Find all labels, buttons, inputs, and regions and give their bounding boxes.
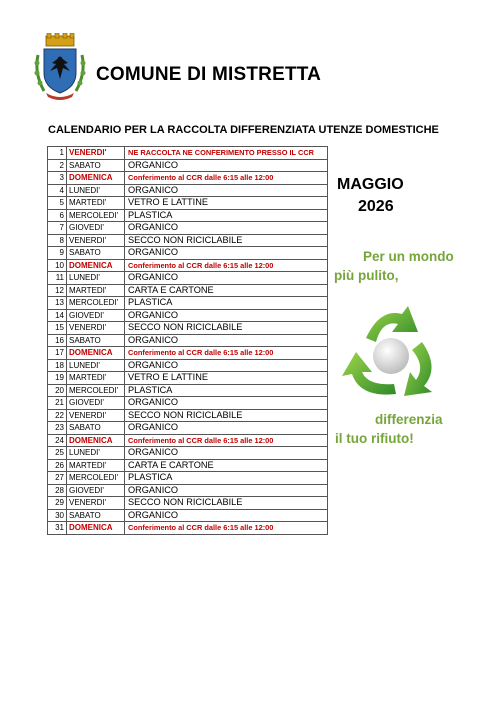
table-row: [48, 234, 328, 247]
collection-type: CARTA E CARTONE: [125, 459, 328, 472]
weekday: VENERDI': [67, 409, 125, 422]
collection-type: ORGANICO: [125, 334, 328, 347]
table-row: [48, 372, 328, 385]
weekday: DOMENICA: [67, 172, 125, 185]
collection-type: Conferimento al CCR dalle 6:15 alle 12:00: [125, 259, 328, 272]
table-row: [48, 434, 328, 447]
weekday: DOMENICA: [67, 522, 125, 535]
weekday: LUNEDI': [67, 272, 125, 285]
table-row: [48, 184, 328, 197]
day-number: 23: [48, 422, 67, 435]
collection-type: ORGANICO: [125, 422, 328, 435]
table-row: [48, 409, 328, 422]
recycle-icon: [336, 298, 446, 406]
collection-type: CARTA E CARTONE: [125, 284, 328, 297]
weekday: DOMENICA: [67, 434, 125, 447]
table-row: [48, 522, 328, 535]
collection-type: ORGANICO: [125, 272, 328, 285]
weekday: GIOVEDI': [67, 222, 125, 235]
collection-type: SECCO NON RICICLABILE: [125, 234, 328, 247]
day-number: 27: [48, 472, 67, 485]
weekday: LUNEDI': [67, 447, 125, 460]
collection-type: SECCO NON RICICLABILE: [125, 409, 328, 422]
day-number: 24: [48, 434, 67, 447]
weekday: MARTEDI': [67, 372, 125, 385]
collection-type: PLASTICA: [125, 472, 328, 485]
day-number: 6: [48, 209, 67, 222]
weekday: SABATO: [67, 247, 125, 260]
weekday: MERCOLEDI': [67, 209, 125, 222]
coat-of-arms-icon: [32, 33, 88, 101]
day-number: 4: [48, 184, 67, 197]
table-row: [48, 384, 328, 397]
collection-type: ORGANICO: [125, 309, 328, 322]
collection-type: PLASTICA: [125, 384, 328, 397]
municipality-title: COMUNE DI MISTRETTA: [96, 64, 322, 85]
table-row: [48, 272, 328, 285]
collection-type: ORGANICO: [125, 509, 328, 522]
weekday: GIOVEDI': [67, 397, 125, 410]
day-number: 30: [48, 509, 67, 522]
collection-type: SECCO NON RICICLABILE: [125, 497, 328, 510]
weekday: SABATO: [67, 509, 125, 522]
weekday: SABATO: [67, 159, 125, 172]
table-row: [48, 447, 328, 460]
slogan-line-3: differenzia: [375, 412, 443, 427]
table-row: [48, 472, 328, 485]
collection-type: ORGANICO: [125, 159, 328, 172]
day-number: 3: [48, 172, 67, 185]
table-row: [48, 222, 328, 235]
table-row: [48, 147, 328, 160]
table-row: [48, 284, 328, 297]
day-number: 5: [48, 197, 67, 210]
collection-type: Conferimento al CCR dalle 6:15 alle 12:00: [125, 522, 328, 535]
collection-type: ORGANICO: [125, 184, 328, 197]
weekday: VENERDI': [67, 147, 125, 160]
table-row: [48, 247, 328, 260]
table-row: [48, 172, 328, 185]
table-row: [48, 347, 328, 360]
collection-type: ORGANICO: [125, 484, 328, 497]
table-row: [48, 484, 328, 497]
table-row: [48, 497, 328, 510]
slogan-line-1: Per un mondo: [363, 249, 454, 264]
day-number: 8: [48, 234, 67, 247]
collection-type: Conferimento al CCR dalle 6:15 alle 12:00: [125, 347, 328, 360]
day-number: 11: [48, 272, 67, 285]
day-number: 7: [48, 222, 67, 235]
weekday: MARTEDI': [67, 284, 125, 297]
table-row: [48, 209, 328, 222]
weekday: MERCOLEDI': [67, 384, 125, 397]
day-number: 16: [48, 334, 67, 347]
weekday: MARTEDI': [67, 459, 125, 472]
table-row: [48, 297, 328, 310]
weekday: GIOVEDI': [67, 309, 125, 322]
collection-type: Conferimento al CCR dalle 6:15 alle 12:00: [125, 172, 328, 185]
table-row: [48, 509, 328, 522]
weekday: DOMENICA: [67, 347, 125, 360]
collection-type: PLASTICA: [125, 297, 328, 310]
weekday: VENERDI': [67, 497, 125, 510]
day-number: 12: [48, 284, 67, 297]
table-row: [48, 197, 328, 210]
weekday: SABATO: [67, 334, 125, 347]
collection-type: VETRO E LATTINE: [125, 197, 328, 210]
day-number: 19: [48, 372, 67, 385]
collection-type: SECCO NON RICICLABILE: [125, 322, 328, 335]
collection-type: ORGANICO: [125, 359, 328, 372]
day-number: 28: [48, 484, 67, 497]
table-row: [48, 422, 328, 435]
day-number: 13: [48, 297, 67, 310]
calendar-subtitle: CALENDARIO PER LA RACCOLTA DIFFERENZIATA UTENZE DOMESTICHE: [48, 124, 439, 136]
weekday: LUNEDI': [67, 359, 125, 372]
collection-type: ORGANICO: [125, 397, 328, 410]
weekday: VENERDI': [67, 322, 125, 335]
day-number: 17: [48, 347, 67, 360]
table-row: [48, 309, 328, 322]
day-number: 20: [48, 384, 67, 397]
day-number: 21: [48, 397, 67, 410]
slogan-line-4: il tuo rifiuto!: [335, 431, 414, 446]
collection-type: ORGANICO: [125, 447, 328, 460]
weekday: SABATO: [67, 422, 125, 435]
table-row: [48, 397, 328, 410]
collection-type: ORGANICO: [125, 247, 328, 260]
day-number: 9: [48, 247, 67, 260]
day-number: 22: [48, 409, 67, 422]
weekday: MARTEDI': [67, 197, 125, 210]
collection-type: PLASTICA: [125, 209, 328, 222]
day-number: 25: [48, 447, 67, 460]
day-number: 1: [48, 147, 67, 160]
weekday: VENERDI': [67, 234, 125, 247]
weekday: DOMENICA: [67, 259, 125, 272]
day-number: 14: [48, 309, 67, 322]
table-row: [48, 359, 328, 372]
table-row: [48, 322, 328, 335]
day-number: 26: [48, 459, 67, 472]
weekday: GIOVEDI': [67, 484, 125, 497]
table-row: [48, 159, 328, 172]
day-number: 29: [48, 497, 67, 510]
slogan-line-2: più pulito,: [334, 268, 399, 283]
month-label: MAGGIO: [337, 176, 404, 193]
day-number: 18: [48, 359, 67, 372]
table-row: [48, 259, 328, 272]
table-row: [48, 459, 328, 472]
day-number: 10: [48, 259, 67, 272]
day-number: 15: [48, 322, 67, 335]
collection-type: ORGANICO: [125, 222, 328, 235]
year-label: 2026: [358, 198, 394, 215]
collection-type: VETRO E LATTINE: [125, 372, 328, 385]
collection-calendar-table: [47, 146, 328, 535]
collection-type: NE RACCOLTA NE CONFERIMENTO PRESSO IL CCR: [125, 147, 328, 160]
table-row: [48, 334, 328, 347]
day-number: 31: [48, 522, 67, 535]
collection-type: Conferimento al CCR dalle 6:15 alle 12:00: [125, 434, 328, 447]
weekday: MERCOLEDI': [67, 297, 125, 310]
weekday: LUNEDI': [67, 184, 125, 197]
day-number: 2: [48, 159, 67, 172]
weekday: MERCOLEDI': [67, 472, 125, 485]
